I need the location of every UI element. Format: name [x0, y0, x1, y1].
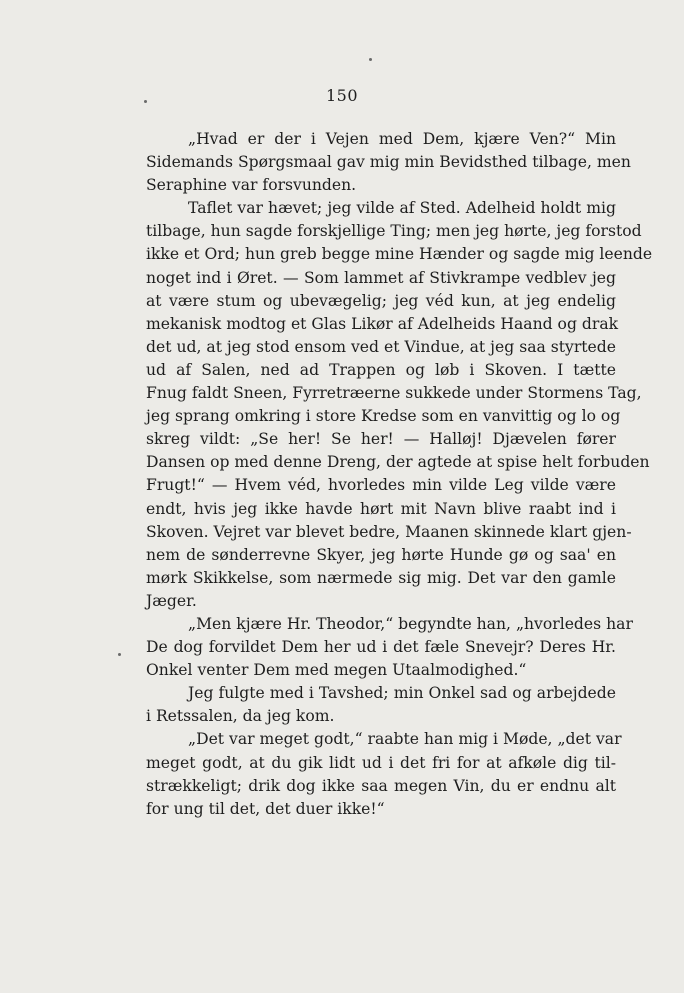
text-line: Dansen op med denne Dreng, der agtede at spise helt forbuden: [146, 453, 650, 472]
text-line: Jæger.: [146, 591, 197, 610]
text-line: Frugt!“ — Hvem véd, hvorledes min vilde Leg vilde være: [146, 476, 616, 495]
paper-speck: [369, 58, 372, 61]
text-line: tilbage, hun sagde forskjellige Ting; men jeg hørte, jeg forstod: [146, 222, 642, 241]
text-line: for ung til det, det duer ikke!“: [146, 799, 385, 818]
text-line: jeg sprang omkring i store Kredse som en vanvittig og lo og: [146, 407, 621, 426]
text-line: „Hvad er der i Vejen med Dem, kjære Ven?“ Min: [188, 130, 616, 148]
paper-speck: [118, 653, 121, 656]
text-line: „Men kjære Hr. Theodor,“ begyndte han, „hvorledes har: [188, 614, 633, 633]
text-line: Taflet var hævet; jeg vilde af Sted. Adelheid holdt mig: [188, 199, 616, 218]
text-line: „Det var meget godt,“ raabte han mig i Møde, „det var: [188, 730, 622, 749]
text-line: Seraphine var forsvunden.: [146, 176, 357, 195]
text-line: De dog forvildet Dem her ud i det fæle Snevejr? Deres Hr.: [146, 638, 616, 657]
text-line: Jeg fulgte med i Tavshed; min Onkel sad og arbejdede: [188, 684, 616, 703]
text-line: i Retssalen, da jeg kom.: [146, 707, 335, 726]
text-line: skreg vildt: „Se her! Se her! — Halløj! Djævelen fører: [146, 430, 616, 449]
text-line: Skoven. Vejret var blevet bedre, Maanen skinnede klart gjen-: [146, 522, 632, 541]
text-line: det ud, at jeg stod ensom ved et Vindue, at jeg saa styrtede: [146, 337, 616, 356]
text-line: noget ind i Øret. — Som lammet af Stivkrampe vedblev jeg: [146, 268, 616, 287]
text-line: Fnug faldt Sneen, Fyrretræerne sukkede under Stormens Tag,: [146, 384, 642, 403]
text-line: ikke et Ord; hun greb begge mine Hænder og sagde mig leende: [146, 245, 653, 264]
text-line: nem de sønderrevne Skyer, jeg hørte Hunde gø og saa' en: [146, 545, 616, 564]
text-line: at være stum og ubevægelig; jeg véd kun, at jeg endelig: [146, 291, 616, 310]
text-line: endt, hvis jeg ikke havde hørt mit Navn blive raabt ind i: [146, 499, 616, 518]
text-line: strækkeligt; drik dog ikke saa megen Vin, du er endnu alt: [146, 776, 616, 795]
body-text: [146, 128, 653, 821]
text-line: mørk Skikkelse, som nærmede sig mig. Det var den gamle: [146, 568, 616, 587]
text-line: meget godt, at du gik lidt ud i det fri for at afkøle dig til-: [146, 753, 616, 772]
text-line: Sidemands Spørgsmaal gav mig min Bevidsthed tilbage, men: [146, 153, 631, 172]
page-number: 150: [325, 86, 359, 105]
text-line: mekanisk modtog et Glas Likør af Adelheids Haand og drak: [146, 314, 619, 333]
text-line: ud af Salen, ned ad Trappen og løb i Skoven. I tætte: [146, 360, 616, 379]
text-line: Onkel venter Dem med megen Utaalmodighed.“: [146, 661, 527, 680]
